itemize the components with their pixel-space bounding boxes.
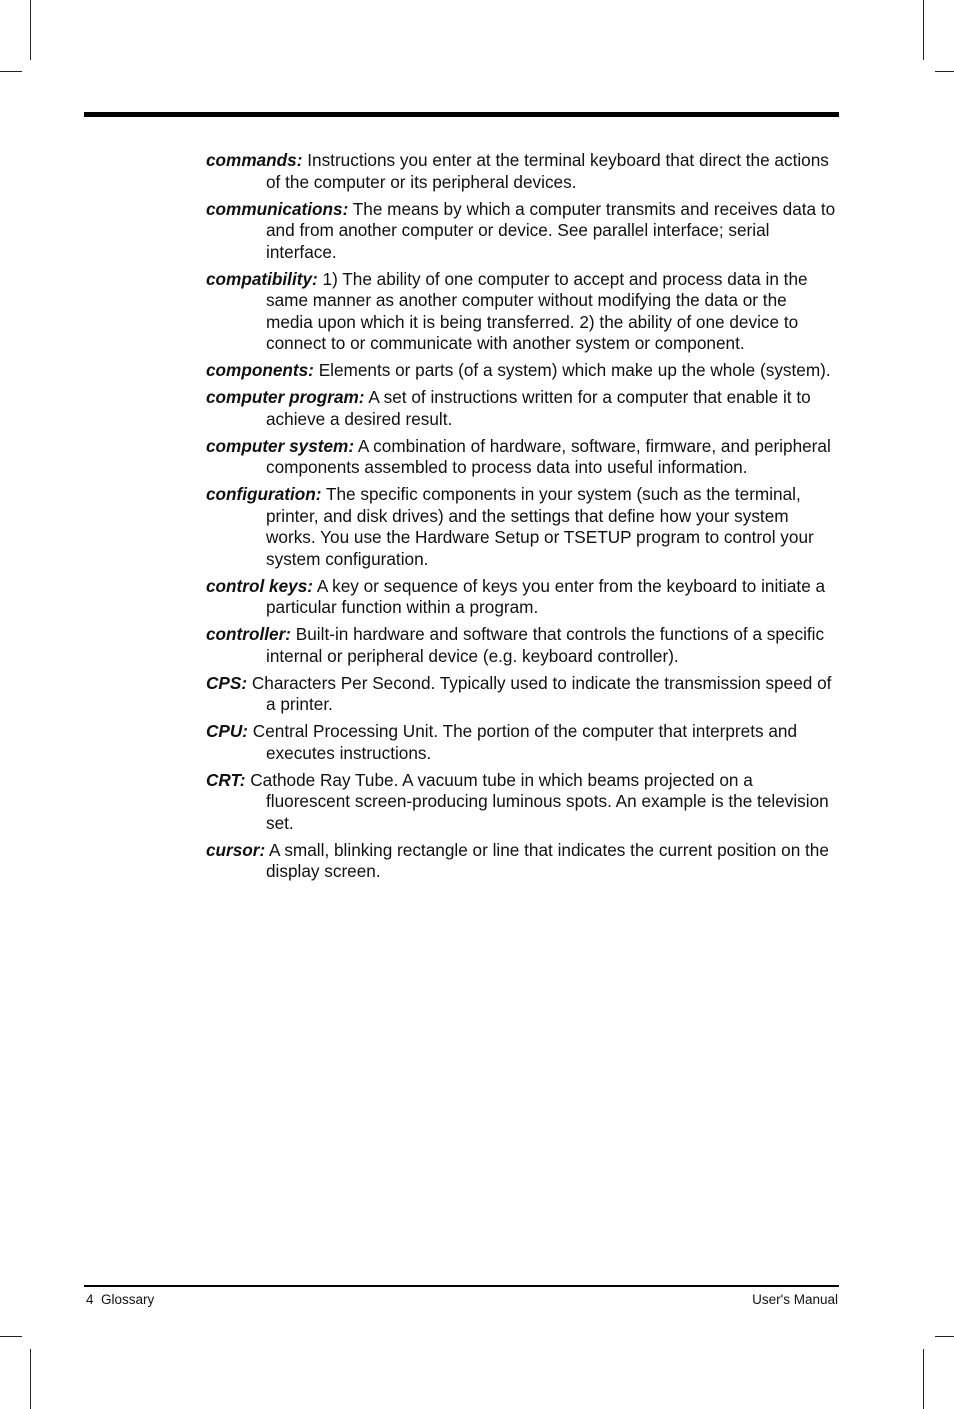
glossary-entry bbox=[206, 484, 838, 570]
glossary-entry bbox=[206, 387, 838, 430]
glossary-definition: A combination of hardware, software, firmware, and peripheral components assembled to process data into useful information. bbox=[266, 435, 831, 477]
glossary-entry bbox=[206, 840, 838, 883]
glossary-term: CPS: bbox=[206, 672, 248, 693]
glossary-term: control keys: bbox=[206, 575, 313, 596]
crop-mark-bottom-right-horizontal bbox=[935, 1336, 954, 1337]
crop-mark-top-left-vertical bbox=[30, 0, 31, 60]
glossary-term: communications: bbox=[206, 198, 349, 219]
glossary-entry bbox=[206, 576, 838, 619]
crop-mark-top-left-horizontal bbox=[0, 71, 22, 72]
glossary-entry bbox=[206, 199, 838, 264]
glossary-definition: Built-in hardware and software that controls the functions of a specific internal or peripheral device (e.g. keyboard controller). bbox=[266, 624, 825, 666]
glossary-term: controller: bbox=[206, 624, 291, 644]
glossary-definition: Instructions you enter at the terminal keyboard that direct the actions of the computer or its peripheral devices. bbox=[266, 150, 829, 192]
glossary-term: compatibility: bbox=[206, 268, 318, 289]
glossary-definition: The specific components in your system (such as the terminal, printer, and disk drives) and the settings that define how your system works. You use the Hardware Setup or TSETUP program to control your system configuration. bbox=[266, 484, 814, 569]
glossary-definition: A key or sequence of keys you enter from the keyboard to initiate a particular function within a program. bbox=[266, 575, 826, 617]
glossary-definition: Central Processing Unit. The portion of the computer that interprets and executes instructions. bbox=[252, 721, 798, 763]
glossary-entry bbox=[206, 269, 838, 355]
glossary-definition: 1) The ability of one computer to accept and process data in the same manner as another computer without modifying the data or the media upon which it is being transferred. 2) the ability of one device to connect to or communicate with another system or component. bbox=[266, 268, 808, 353]
footer-manual-title: User's Manual bbox=[752, 1292, 838, 1307]
glossary-entry bbox=[206, 770, 838, 835]
crop-mark-bottom-left-vertical bbox=[30, 1349, 31, 1409]
glossary-definition: A small, blinking rectangle or line that indicates the current position on the display screen. bbox=[266, 839, 829, 881]
glossary-definition: Elements or parts (of a system) which make up the whole (system). bbox=[318, 360, 831, 380]
glossary-term: cursor: bbox=[206, 839, 266, 860]
glossary-entry bbox=[206, 360, 838, 382]
glossary-entry bbox=[206, 436, 838, 479]
crop-mark-top-right-horizontal bbox=[935, 71, 954, 72]
footer-page-label: 4 Glossary bbox=[86, 1292, 155, 1307]
glossary-term: computer program: bbox=[206, 387, 365, 407]
glossary-entry bbox=[206, 624, 838, 667]
footer-rule bbox=[84, 1285, 839, 1287]
glossary-term: components: bbox=[206, 360, 314, 380]
glossary-entry bbox=[206, 673, 838, 716]
glossary-definition: Cathode Ray Tube. A vacuum tube in which beams projected on a fluorescent screen-producing luminous spots. An example is the television set. bbox=[250, 769, 829, 833]
glossary-definition: A set of instructions written for a computer that enable it to achieve a desired result. bbox=[266, 387, 811, 429]
glossary-term: CRT: bbox=[206, 769, 246, 790]
glossary-term: commands: bbox=[206, 150, 303, 170]
glossary-entry bbox=[206, 150, 838, 193]
glossary-term: computer system: bbox=[206, 435, 355, 456]
crop-mark-top-right-vertical bbox=[923, 0, 924, 60]
glossary-term: CPU: bbox=[206, 721, 249, 741]
glossary-term: configuration: bbox=[206, 484, 322, 504]
glossary-entry bbox=[206, 721, 838, 764]
glossary-definition: The means by which a computer transmits and receives data to and from another computer or device. See parallel interface; serial interface. bbox=[266, 198, 836, 262]
glossary-entry-list bbox=[206, 150, 838, 888]
crop-mark-bottom-left-horizontal bbox=[0, 1336, 22, 1337]
crop-mark-bottom-right-vertical bbox=[923, 1349, 924, 1409]
header-rule bbox=[84, 112, 839, 117]
glossary-definition: Characters Per Second. Typically used to indicate the transmission speed of a printer. bbox=[251, 672, 832, 714]
